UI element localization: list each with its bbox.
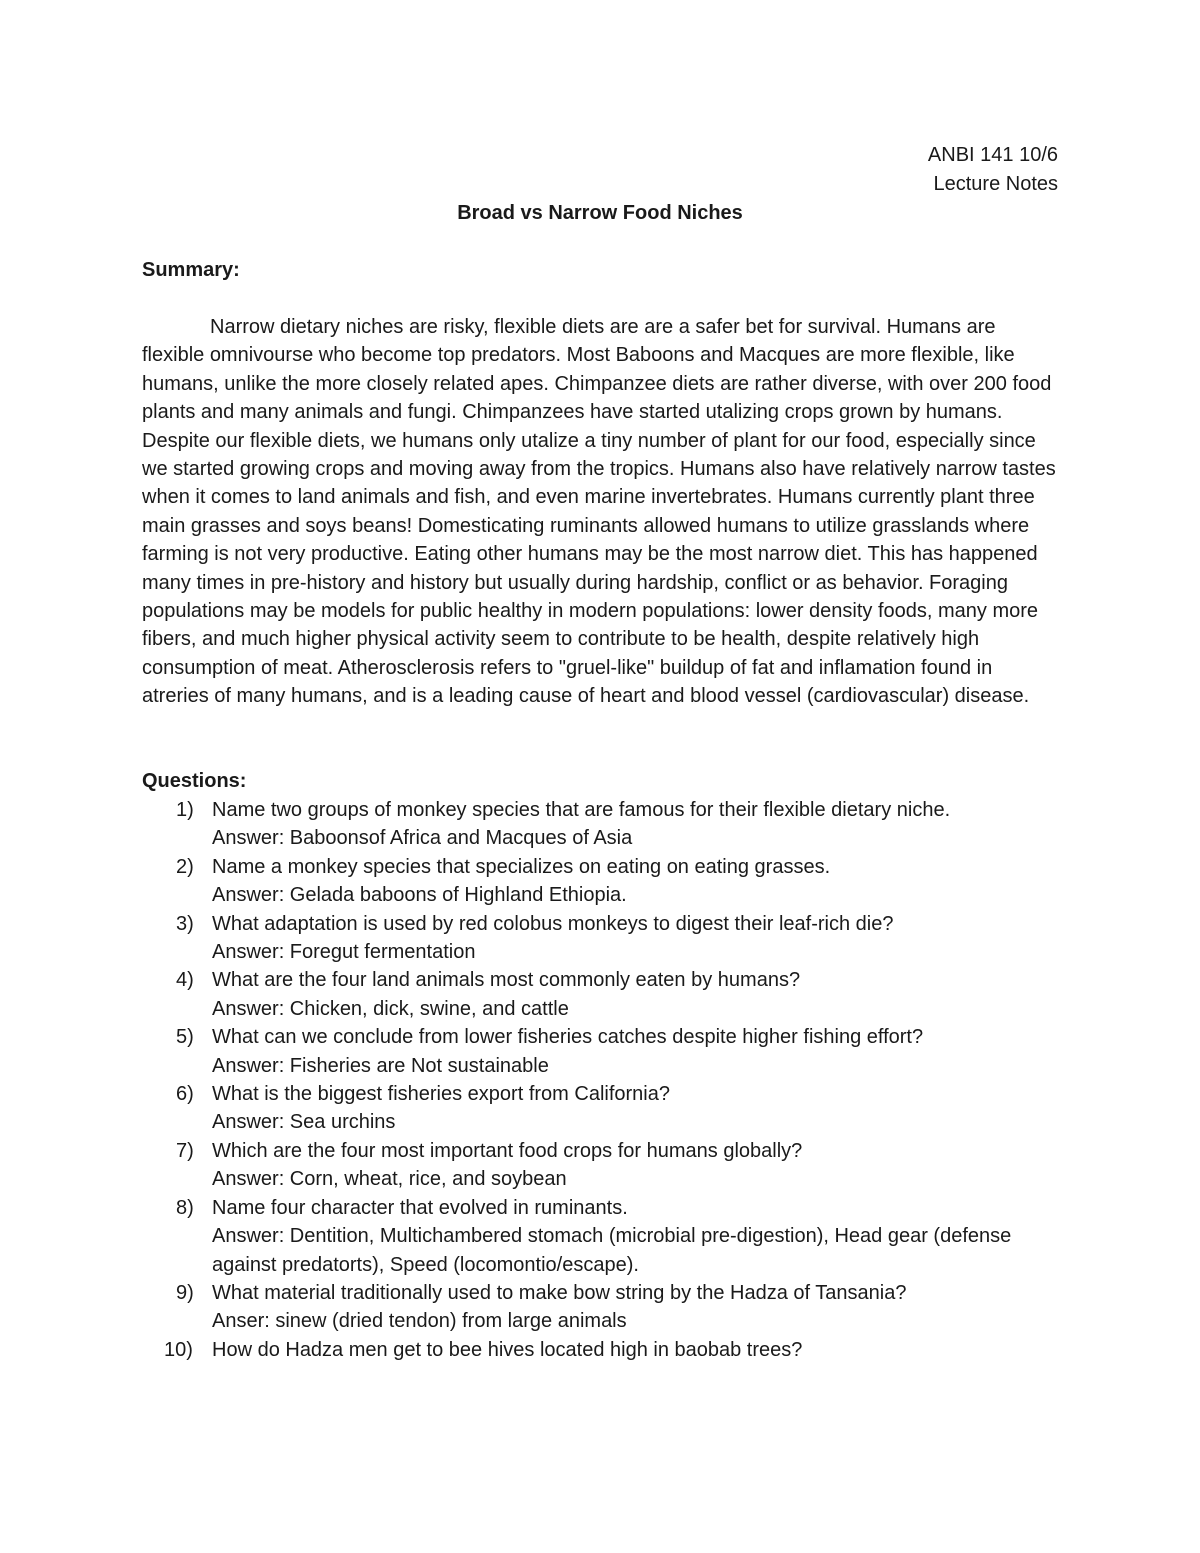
questions-heading: Questions: — [142, 770, 247, 792]
summary-heading: Summary: — [142, 259, 240, 281]
question-item — [142, 1279, 1062, 1336]
question-item — [142, 1023, 1062, 1080]
document-type: Lecture Notes — [933, 172, 1058, 195]
answer-text: Answer: Foregut fermentation — [212, 941, 476, 964]
question-number: 6) — [176, 1083, 194, 1106]
question-text: How do Hadza men get to bee hives located high in baobab trees? — [212, 1338, 803, 1361]
question-number: 2) — [176, 855, 194, 878]
question-text: What material traditionally used to make bow string by the Hadza of Tansania? — [212, 1281, 907, 1304]
questions-list — [142, 796, 1062, 1364]
summary-paragraph: Narrow dietary niches are risky, flexible diets are are a safer bet for survival. Humans are flexible omnivourse who become top predators. Most Baboons and Macques are more flexible, like humans, unlike the more closely related apes. Chimpanzee diets are rather diverse, with over 200 food plants and many animals and fungi. Chimpanzees have started utalizing crops grown by humans. Despite our flexible diets, we humans only utalize a tiny number of plant for our food, especially since we started growing crops and moving away from the tropics. Humans also have relatively narrow tastes when it comes to land animals and fish, and even marine invertebrates. Humans currently plant three main grasses and soys beans! Domesticating ruminants allowed humans to utilize grasslands where farming is not very productive. Eating other humans may be the most narrow diet. This has happened many times in pre-history and history but usually during hardship, conflict or as behavior. Foraging populations may be models for public healthy in modern populations: lower density foods, many more fibers, and much higher physical activity seem to contribute to be health, despite relatively high consumption of meat. Atherosclerosis refers to "gruel-like" buildup of fat and inflamation found in atreries of many humans, and is a leading cause of heart and blood vessel (cardiovascular) disease. — [142, 316, 1056, 708]
question-item — [142, 1137, 1062, 1194]
answer-text: Answer: Baboonsof Africa and Macques of Asia — [212, 827, 633, 850]
question-item — [142, 910, 1062, 967]
question-number: 4) — [176, 969, 194, 992]
question-item — [142, 966, 1062, 1023]
question-number: 8) — [176, 1196, 194, 1219]
question-number: 10) — [164, 1338, 193, 1361]
question-text: Name four character that evolved in ruminants. — [212, 1196, 628, 1219]
answer-text: Answer: Gelada baboons of Highland Ethiopia. — [212, 884, 627, 907]
question-item — [142, 853, 1062, 910]
question-text: What is the biggest fisheries export from California? — [212, 1083, 670, 1106]
document-title: Broad vs Narrow Food Niches — [457, 202, 743, 224]
question-text: What adaptation is used by red colobus monkeys to digest their leaf-rich die? — [212, 912, 894, 935]
answer-text: Anser: sinew (dried tendon) from large animals — [212, 1310, 627, 1333]
document-header — [928, 141, 1058, 198]
answer-text: Answer: Sea urchins — [212, 1111, 396, 1134]
question-text: Which are the four most important food crops for humans globally? — [212, 1139, 803, 1162]
question-item — [142, 1080, 1062, 1137]
question-number: 5) — [176, 1026, 194, 1049]
question-text: What are the four land animals most commonly eaten by humans? — [212, 969, 801, 992]
question-number: 7) — [176, 1139, 194, 1162]
answer-text: Answer: Dentition, Multichambered stomach (microbial pre-digestion), Head gear (defense against predatorts), Speed (locomontio/escape). — [212, 1225, 1012, 1276]
question-item — [142, 796, 1062, 853]
question-item — [142, 1194, 1062, 1279]
question-text: Name two groups of monkey species that are famous for their flexible dietary niche. — [212, 799, 951, 821]
answer-text: Answer: Corn, wheat, rice, and soybean — [212, 1168, 567, 1191]
answer-text: Answer: Fisheries are Not sustainable — [212, 1054, 549, 1077]
question-text: What can we conclude from lower fisheries catches despite higher fishing effort? — [212, 1026, 924, 1049]
question-number: 1) — [176, 799, 194, 821]
answer-text: Answer: Chicken, dick, swine, and cattle — [212, 997, 569, 1020]
question-number: 9) — [176, 1281, 194, 1304]
question-number: 3) — [176, 912, 194, 935]
question-item — [142, 1336, 1062, 1364]
question-text: Name a monkey species that specializes on eating on eating grasses. — [212, 855, 831, 878]
course-line: ANBI 141 10/6 — [927, 144, 1058, 166]
